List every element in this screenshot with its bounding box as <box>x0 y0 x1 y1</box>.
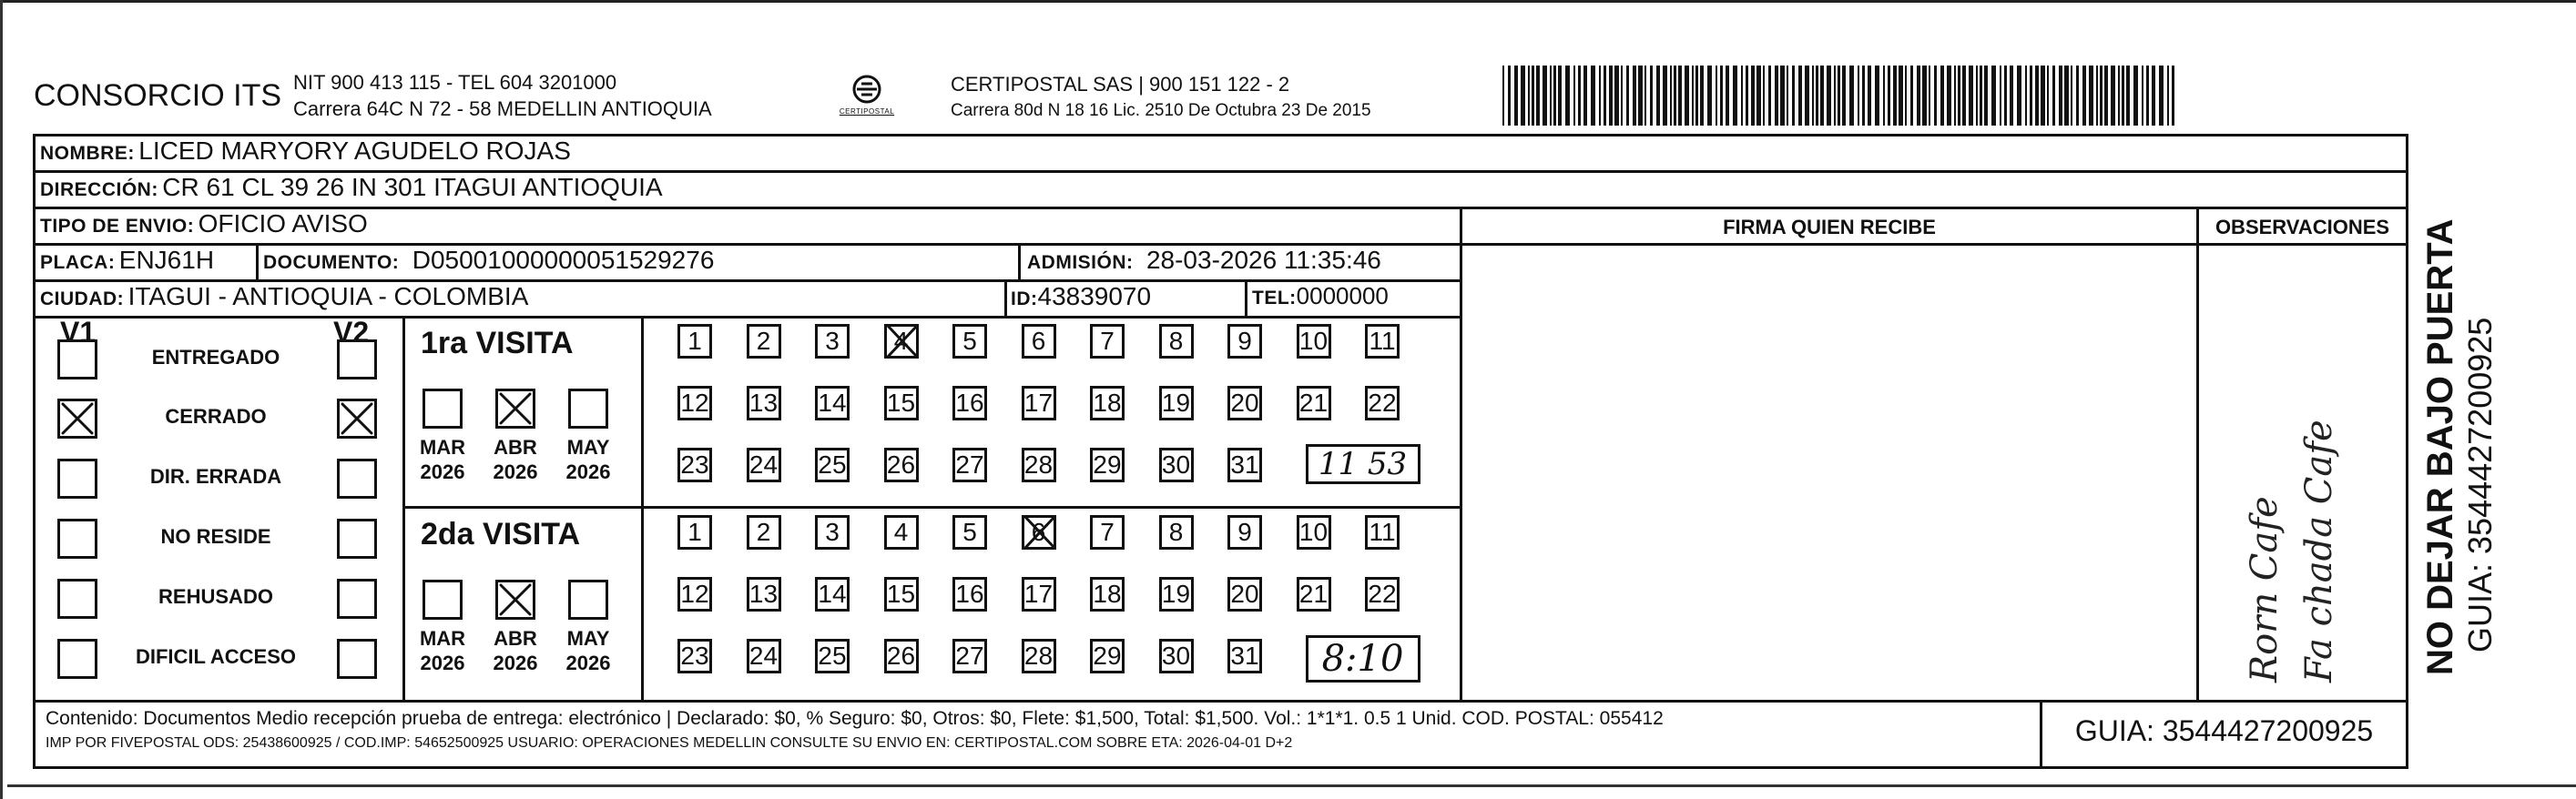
carrier-name: CERTIPOSTAL SAS | 900 151 122 - 2 <box>951 73 1290 96</box>
svg-text:Rorn Cafe: Rorn Cafe <box>2244 496 2286 683</box>
day-box[interactable]: 14 <box>815 577 850 612</box>
day-box[interactable]: 25 <box>815 448 850 482</box>
direccion-value: CR 61 CL 39 26 IN 301 ITAGUI ANTIOQUIA <box>162 173 663 201</box>
status-label: DIR. ERRADA <box>149 465 282 488</box>
company-name: CONSORCIO ITS <box>34 78 282 113</box>
svg-text:GUIA: 3544427200925: GUIA: 3544427200925 <box>2461 317 2499 652</box>
day-box[interactable]: 5 <box>952 324 987 359</box>
day-box[interactable]: 10 <box>1297 324 1331 359</box>
handwriting-line-1 <box>2244 496 2286 683</box>
grid-line <box>33 207 2408 209</box>
barcode <box>1502 66 2178 126</box>
logo-caption: CERTIPOSTAL <box>839 107 895 116</box>
day-box[interactable]: 13 <box>747 386 781 420</box>
observaciones-note <box>2222 328 2386 692</box>
visit-time: 11 53 <box>1306 444 1420 484</box>
day-box[interactable]: 7 <box>1090 324 1125 359</box>
admision-label: ADMISIÓN: <box>1027 252 1134 273</box>
v1-checkbox[interactable] <box>57 519 97 559</box>
documento-label: DOCUMENTO: <box>263 252 400 273</box>
month-label: ABR <box>494 627 537 650</box>
company-address: Carrera 64C N 72 - 58 MEDELLIN ANTIOQUIA <box>293 97 712 120</box>
day-box[interactable]: 1 <box>677 324 712 359</box>
visit-title: 2da VISITA <box>421 517 581 551</box>
month-label: MAR <box>419 436 466 459</box>
day-box[interactable]: 9 <box>1227 324 1262 359</box>
grid-line <box>1004 279 1007 316</box>
day-box[interactable]: 3 <box>815 515 850 550</box>
day-box[interactable]: 13 <box>747 577 781 612</box>
svg-text:NO DEJAR BAJO PUERTA: NO DEJAR BAJO PUERTA <box>2420 218 2460 675</box>
id-field <box>1011 282 1151 311</box>
grid-line <box>402 506 1462 509</box>
tipo-label: TIPO DE ENVIO: <box>40 216 195 237</box>
month-checkbox[interactable] <box>568 389 608 429</box>
company-nit: NIT 900 413 115 - TEL 604 3201000 <box>293 71 617 94</box>
month-year: 2026 <box>420 460 465 483</box>
nombre-label: NOMBRE: <box>40 143 135 164</box>
carrier-address: Carrera 80d N 18 16 Lic. 2510 De Octubra 23 De 2015 <box>951 101 1371 120</box>
day-box[interactable]: 17 <box>1022 386 1056 420</box>
nombre-row <box>40 137 571 166</box>
day-box[interactable]: 28 <box>1022 639 1056 673</box>
direccion-row <box>40 173 663 202</box>
footer-contenido: Contenido: Documentos Medio recepción prueba de entrega: electrónico | Declarado: $0, % Seguro: $0, Otros: $0, Flete: $1,500, Total: $1,500. Vol.: 1*1*1. 0.5 1 Unid. COD. POSTAL: 055412 <box>46 708 1664 729</box>
month-year: 2026 <box>565 652 611 674</box>
day-box[interactable]: 16 <box>952 577 987 612</box>
day-box[interactable]: 23 <box>677 448 712 482</box>
month-year: 2026 <box>565 460 611 483</box>
grid-line <box>1018 243 1021 279</box>
status-label: ENTREGADO <box>151 346 280 369</box>
grid-line <box>33 766 2408 769</box>
placa-field <box>40 246 214 275</box>
v1-checkbox[interactable] <box>57 639 97 679</box>
handwriting-line-2 <box>2298 420 2340 683</box>
day-box[interactable]: 31 <box>1227 639 1262 673</box>
status-label: REHUSADO <box>158 585 273 608</box>
day-box[interactable]: 23 <box>677 639 712 673</box>
v1-checkbox[interactable] <box>57 399 97 439</box>
day-box[interactable]: 8 <box>1159 324 1194 359</box>
tel-value: 0000000 <box>1296 282 1389 309</box>
day-box[interactable]: 4 <box>884 324 919 359</box>
v2-checkbox[interactable] <box>337 579 377 619</box>
day-box[interactable]: 15 <box>884 386 919 420</box>
month-label: MAR <box>419 627 466 650</box>
day-box[interactable]: 26 <box>884 639 919 673</box>
month-checkbox[interactable] <box>495 389 535 429</box>
v1-checkbox[interactable] <box>57 459 97 499</box>
month-label: ABR <box>494 436 537 459</box>
day-box[interactable]: 27 <box>952 639 987 673</box>
month-checkbox[interactable] <box>423 580 463 620</box>
day-box[interactable]: 20 <box>1227 386 1262 420</box>
day-box[interactable]: 6 <box>1022 515 1056 550</box>
tel-label: TEL: <box>1252 288 1297 308</box>
day-box[interactable]: 11 <box>1365 515 1400 550</box>
visit-title: 1ra VISITA <box>421 326 574 360</box>
grid-line <box>1460 207 1462 703</box>
day-box[interactable]: 12 <box>677 386 712 420</box>
day-box[interactable]: 10 <box>1297 515 1331 550</box>
grid-line <box>641 316 644 703</box>
tipo-value: OFICIO AVISO <box>198 209 368 238</box>
tipo-row <box>40 209 368 238</box>
day-box[interactable]: 24 <box>747 639 781 673</box>
day-box[interactable]: 3 <box>815 324 850 359</box>
observaciones-label: OBSERVACIONES <box>2215 216 2390 238</box>
page-border-bottom <box>7 784 2576 787</box>
grid-line <box>256 243 259 279</box>
id-label: ID: <box>1011 288 1038 309</box>
day-box[interactable]: 11 <box>1365 324 1400 359</box>
admision-value: 28-03-2026 11:35:46 <box>1145 246 1381 274</box>
v2-checkbox[interactable] <box>337 639 377 679</box>
month-checkbox[interactable] <box>423 389 463 429</box>
day-box[interactable]: 7 <box>1090 515 1125 550</box>
status-label: NO RESIDE <box>160 525 271 548</box>
nombre-value: LICED MARYORY AGUDELO ROJAS <box>138 137 571 165</box>
day-box[interactable]: 28 <box>1022 448 1056 482</box>
grid-line <box>33 700 2408 703</box>
placa-value: ENJ61H <box>118 246 215 274</box>
grid-line <box>2196 207 2199 703</box>
visit-time: 8:10 <box>1306 635 1420 683</box>
day-box[interactable]: 5 <box>952 515 987 550</box>
month-checkbox[interactable] <box>568 580 608 620</box>
day-box[interactable]: 30 <box>1159 639 1194 673</box>
direccion-label: DIRECCIÓN: <box>40 179 158 200</box>
day-box[interactable]: 1 <box>677 515 712 550</box>
day-box[interactable]: 2 <box>747 324 781 359</box>
day-box[interactable]: 24 <box>747 448 781 482</box>
day-box[interactable]: 17 <box>1022 577 1056 612</box>
placa-label: PLACA: <box>40 252 116 273</box>
day-box[interactable]: 18 <box>1090 386 1125 420</box>
month-year: 2026 <box>493 652 538 674</box>
month-year: 2026 <box>493 460 538 483</box>
day-box[interactable]: 21 <box>1297 577 1331 612</box>
grid-line <box>1245 279 1247 316</box>
ciudad-label: CIUDAD: <box>40 288 125 309</box>
v1-checkbox[interactable] <box>57 339 97 379</box>
v1-checkbox[interactable] <box>57 579 97 619</box>
day-box[interactable]: 30 <box>1159 448 1194 482</box>
side-text <box>2411 157 2502 675</box>
grid-line <box>33 134 36 769</box>
footer-imp: IMP POR FIVEPOSTAL ODS: 25438600925 / COD.IMP: 54652500925 USUARIO: OPERACIONES MEDELLIN CONSULTE SU ENVIO EN: CERTIPOSTAL.COM SOBRE ETA: 2026-04-01 D+2 <box>46 735 1293 751</box>
month-label: MAY <box>566 436 610 459</box>
footer-guia: GUIA: 3544427200925 <box>2074 714 2374 747</box>
day-box[interactable]: 8 <box>1159 515 1194 550</box>
ciudad-value: ITAGUI - ANTIOQUIA - COLOMBIA <box>127 282 529 310</box>
v2-checkbox[interactable] <box>337 519 377 559</box>
day-box[interactable]: 25 <box>815 639 850 673</box>
day-box[interactable]: 31 <box>1227 448 1262 482</box>
day-box[interactable]: 2 <box>747 515 781 550</box>
documento-value: D05001000000051529276 <box>412 246 715 274</box>
day-box[interactable]: 20 <box>1227 577 1262 612</box>
day-box[interactable]: 15 <box>884 577 919 612</box>
day-box[interactable]: 16 <box>952 386 987 420</box>
admision-field <box>1027 246 1381 275</box>
v2-checkbox[interactable] <box>337 339 377 379</box>
day-box[interactable]: 29 <box>1090 448 1125 482</box>
status-label: CERRADO <box>165 405 267 428</box>
v2-checkbox[interactable] <box>337 399 377 439</box>
day-box[interactable]: 19 <box>1159 577 1194 612</box>
day-box[interactable]: 9 <box>1227 515 1262 550</box>
v2-checkbox[interactable] <box>337 459 377 499</box>
day-box[interactable]: 22 <box>1365 577 1400 612</box>
day-box[interactable]: 14 <box>815 386 850 420</box>
id-value: 43839070 <box>1037 282 1152 310</box>
day-box[interactable]: 18 <box>1090 577 1125 612</box>
tel-field <box>1252 282 1389 310</box>
page-border-left <box>0 0 3 799</box>
day-box[interactable]: 26 <box>884 448 919 482</box>
grid-line <box>33 316 1462 319</box>
day-box[interactable]: 29 <box>1090 639 1125 673</box>
month-year: 2026 <box>420 652 465 674</box>
month-label: MAY <box>566 627 610 650</box>
month-checkbox[interactable] <box>495 580 535 620</box>
page-border <box>0 0 2576 3</box>
documento-field <box>263 246 714 275</box>
day-box[interactable]: 4 <box>884 515 919 550</box>
v2-label: V2 <box>333 316 370 349</box>
day-box[interactable]: 19 <box>1159 386 1194 420</box>
v1-label: V1 <box>60 316 97 349</box>
grid-line <box>2406 134 2408 769</box>
day-box[interactable]: 12 <box>677 577 712 612</box>
grid-line <box>402 316 405 703</box>
status-label: DIFICIL ACCESO <box>135 645 296 668</box>
ciudad-field <box>40 282 528 311</box>
svg-text:Fa chada Cafe: Fa chada Cafe <box>2298 420 2340 683</box>
day-box[interactable]: 6 <box>1022 324 1056 359</box>
day-box[interactable]: 27 <box>952 448 987 482</box>
day-box[interactable]: 22 <box>1365 386 1400 420</box>
firma-label: FIRMA QUIEN RECIBE <box>1723 216 1936 238</box>
certipostal-logo <box>830 69 903 122</box>
day-box[interactable]: 21 <box>1297 386 1331 420</box>
